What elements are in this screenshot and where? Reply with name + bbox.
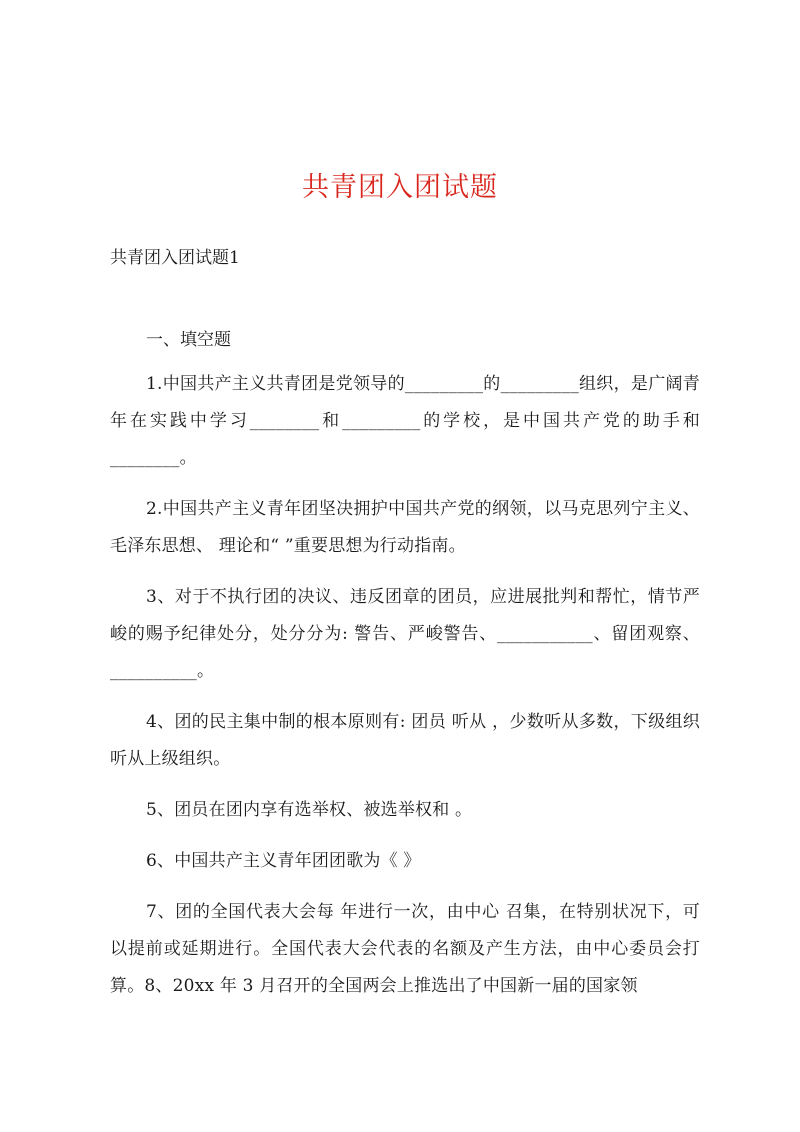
- question-2: 2.中国共产主义青年团坚决拥护中国共产党的纲领，以马克思列宁主义、毛泽东思想、 理论和“ ”重要思想为行动指南。: [110, 499, 700, 556]
- question-1: 1.中国共产主义共青团是党领导的_________的_________组织，是广阔青年在实践中学习________和_________的学校，是中国共产党的助手和________。: [110, 374, 700, 468]
- question-5: 5、团员在团内享有选举权、被选举权和 。: [146, 800, 473, 820]
- document-subtitle: 共青团入团试题1: [110, 248, 240, 268]
- document-title: 共青团入团试题: [302, 172, 498, 203]
- question-6: 6、中国共产主义青年团团歌为《 》: [146, 851, 421, 871]
- section-heading: 一、填空题: [146, 330, 231, 350]
- question-list: [110, 366, 700, 1019]
- question-3: 3、对于不执行团的决议、违反团章的团员，应进展批判和帮忙，情节严峻的赐予纪律处分，处分分为: 警告、严峻警告、___________、留团观察、__________。: [110, 587, 700, 681]
- question-4: 4、团的民主集中制的根本原则有: 团员 听从 ，少数听从多数，下级组织听从上级组织。: [110, 712, 700, 769]
- question-7: 7、团的全国代表大会每 年进行一次，由中心 召集，在特别状况下，可以提前或延期进行。全国代表大会代表的名额及产生方法，由中心委员会打算。8、20xx 年 3 月召开的全国两会上推选出了中国新一届的国家领: [110, 902, 700, 996]
